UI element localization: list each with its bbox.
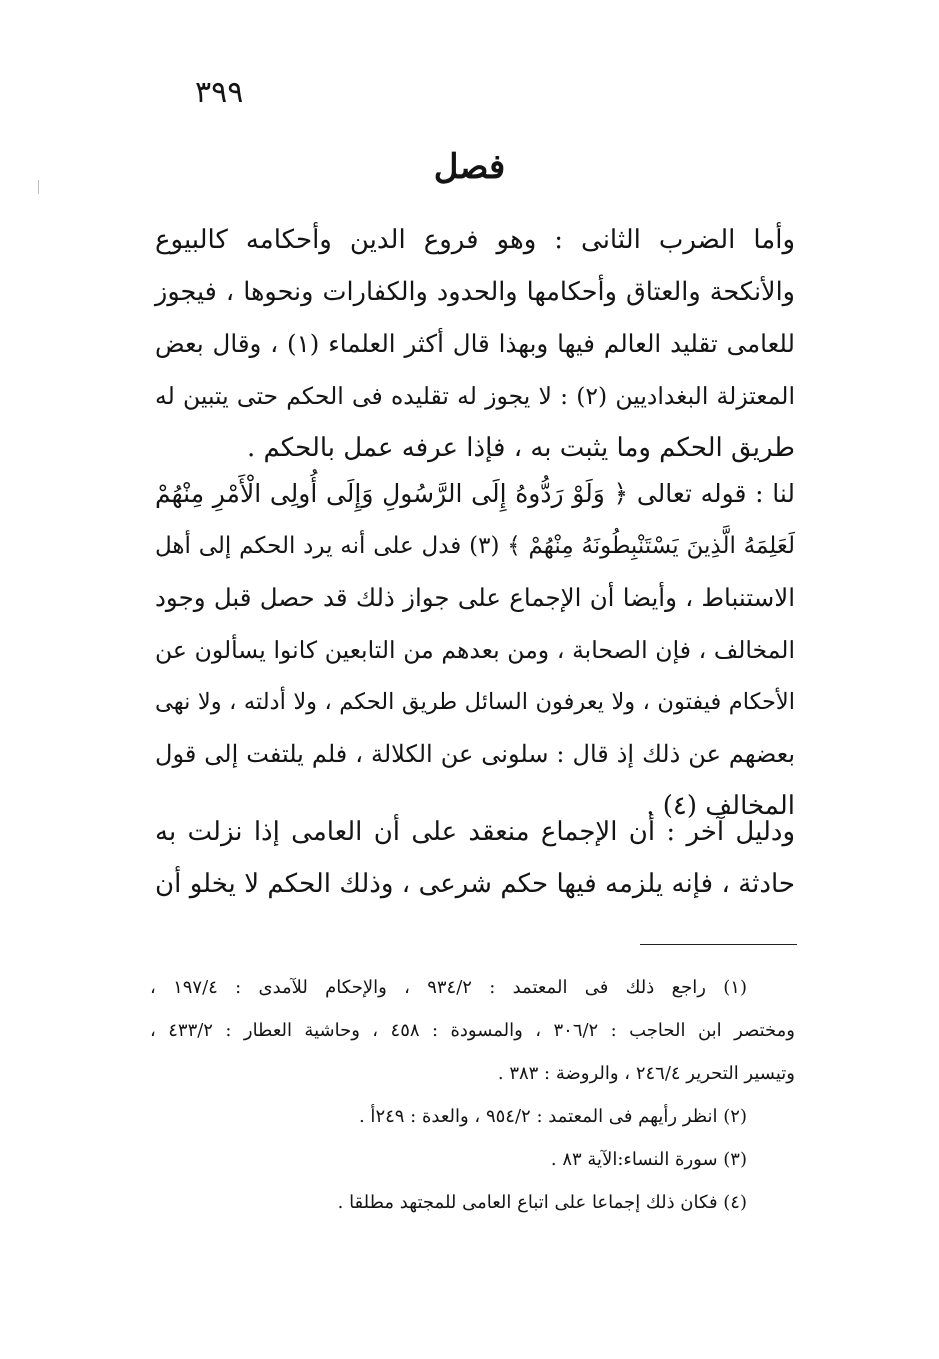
footnote-line: (٣) سورة النساء:الآية ٨٣ .	[550, 1149, 747, 1170]
text-line: والأنكحة والعتاق وأحكامها والحدود والكفارات ونحوها ، فيجوز	[155, 277, 795, 307]
footnote-line: وتيسير التحرير ٢٤٦/٤ ، والروضة : ٣٨٣ .	[497, 1063, 795, 1084]
text-line: ودليل آخر : أن الإجماع منعقد على أن العامى إذا نزلت به	[155, 817, 795, 847]
footnote-line: ومختصر ابن الحاجب : ٣٠٦/٢ ، والمسودة : ٤٥٨ ، وحاشية العطار : ٤٣٣/٢ ،	[150, 1020, 796, 1041]
text-line: الأحكام فيفتون ، ولا يعرفون السائل طريق الحكم ، ولا أدلته ، ولا نهى	[155, 689, 795, 715]
paragraph-1	[155, 214, 795, 474]
footnote-line: (١) راجع ذلك فى المعتمد : ٩٣٤/٢ ، والإحكام للآمدى : ١٩٧/٤ ،	[150, 977, 747, 998]
text-line: المخالف (٤) .	[646, 791, 795, 821]
footnote-line: (٢) انظر رأيهم فى المعتمد : ٩٥٤/٢ ، والعدة : ٢٤٩أ .	[358, 1106, 747, 1127]
text-line: المعتزلة البغداديين (٢) : لا يجوز له تقليده فى الحكم حتى يتبين له	[155, 382, 795, 410]
text-line: حادثة ، فإنه يلزمه فيها حكم شرعى ، وذلك الحكم لا يخلو أن	[155, 869, 795, 899]
paragraph-2	[155, 468, 795, 832]
footnote-line: (٤) فكان ذلك إجماعا على اتباع العامى للمجتهد مطلقا .	[337, 1192, 747, 1213]
section-title: فصل	[433, 147, 506, 187]
text-line: للعامى تقليد العالم فيها وبهذا قال أكثر العلماء (١) ، وقال بعض	[155, 329, 795, 358]
footnote-separator	[640, 944, 797, 945]
page-number: ٣٩٩	[195, 75, 244, 110]
text-line: المخالف ، فإن الصحابة ، ومن بعدهم من التابعين كانوا يسألون عن	[155, 636, 795, 664]
text-line: لَعَلِمَهُ الَّذِينَ يَسْتَنْبِطُونَهُ مِنْهُمْ ﴾ (٣) فدل على أنه يرد الحكم إلى أهل	[155, 533, 796, 559]
text-line: طريق الحكم وما يثبت به ، فإذا عرفه عمل بالحكم .	[246, 433, 795, 463]
text-line: وأما الضرب الثانى : وهو فروع الدين وأحكامه كالبيوع	[155, 225, 795, 255]
text-line: لنا : قوله تعالى ﴿ وَلَوْ رَدُّوهُ إِلَى الرَّسُولِ وَإِلَى أُولِى الْأَمْرِ مِنْهُمْ	[155, 479, 795, 508]
text-line: بعضهم عن ذلك إذ قال : سلونى عن الكلالة ، فلم يلتفت إلى قول	[155, 740, 795, 768]
footnotes	[150, 966, 795, 1224]
paragraph-3	[155, 806, 795, 910]
text-line: الاستنباط ، وأيضا أن الإجماع على جواز ذلك قد حصل قبل وجود	[155, 583, 795, 612]
